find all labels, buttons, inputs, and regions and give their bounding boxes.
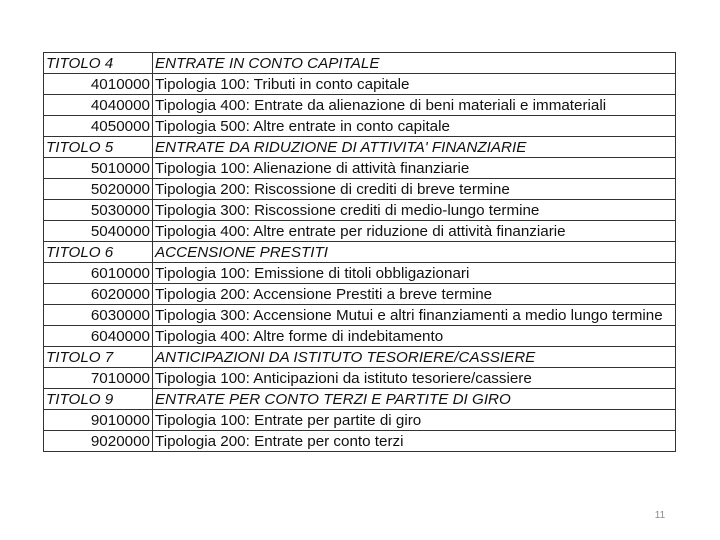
titolo-description: ENTRATE IN CONTO CAPITALE	[153, 53, 676, 74]
page-number: 11	[654, 510, 666, 521]
tipologia-code: 4040000	[44, 95, 153, 116]
tipologia-code: 9020000	[44, 431, 153, 452]
titolo-description: ANTICIPAZIONI DA ISTITUTO TESORIERE/CASSIERE	[153, 347, 676, 368]
titolo-row	[44, 53, 676, 74]
tipologia-row	[44, 410, 676, 431]
tipologia-row	[44, 305, 676, 326]
tipologia-code: 6030000	[44, 305, 153, 326]
titolo-row	[44, 347, 676, 368]
revenue-classification-table	[43, 52, 676, 452]
titolo-row	[44, 242, 676, 263]
tipologia-description: Tipologia 400: Altre entrate per riduzione di attività finanziarie	[153, 221, 676, 242]
tipologia-code: 6040000	[44, 326, 153, 347]
tipologia-row	[44, 74, 676, 95]
titolo-label: TITOLO 9	[44, 389, 153, 410]
titolo-description: ENTRATE PER CONTO TERZI E PARTITE DI GIRO	[153, 389, 676, 410]
tipologia-row	[44, 326, 676, 347]
titolo-row	[44, 389, 676, 410]
tipologia-code: 5020000	[44, 179, 153, 200]
tipologia-code: 4050000	[44, 116, 153, 137]
tipologia-description: Tipologia 100: Anticipazioni da istituto tesoriere/cassiere	[153, 368, 676, 389]
tipologia-code: 6020000	[44, 284, 153, 305]
tipologia-description: Tipologia 100: Tributi in conto capitale	[153, 74, 676, 95]
titolo-label: TITOLO 6	[44, 242, 153, 263]
tipologia-row	[44, 284, 676, 305]
tipologia-description: Tipologia 500: Altre entrate in conto capitale	[153, 116, 676, 137]
tipologia-row	[44, 263, 676, 284]
titolo-label: TITOLO 5	[44, 137, 153, 158]
titolo-description: ACCENSIONE PRESTITI	[153, 242, 676, 263]
titolo-label: TITOLO 7	[44, 347, 153, 368]
tipologia-description: Tipologia 400: Altre forme di indebitamento	[153, 326, 676, 347]
tipologia-row	[44, 95, 676, 116]
tipologia-description: Tipologia 300: Riscossione crediti di medio-lungo termine	[153, 200, 676, 221]
tipologia-code: 7010000	[44, 368, 153, 389]
tipologia-description: Tipologia 100: Entrate per partite di giro	[153, 410, 676, 431]
tipologia-row	[44, 431, 676, 452]
tipologia-description: Tipologia 200: Accensione Prestiti a breve termine	[153, 284, 676, 305]
titolo-description: ENTRATE DA RIDUZIONE DI ATTIVITA' FINANZIARIE	[153, 137, 676, 158]
tipologia-code: 4010000	[44, 74, 153, 95]
titolo-label: TITOLO 4	[44, 53, 153, 74]
tipologia-description: Tipologia 100: Emissione di titoli obbligazionari	[153, 263, 676, 284]
tipologia-row	[44, 221, 676, 242]
tipologia-row	[44, 158, 676, 179]
tipologia-code: 5010000	[44, 158, 153, 179]
tipologia-description: Tipologia 300: Accensione Mutui e altri finanziamenti a medio lungo termine	[153, 305, 676, 326]
tipologia-row	[44, 368, 676, 389]
tipologia-description: Tipologia 100: Alienazione di attività finanziarie	[153, 158, 676, 179]
tipologia-code: 5040000	[44, 221, 153, 242]
tipologia-description: Tipologia 200: Riscossione di crediti di breve termine	[153, 179, 676, 200]
tipologia-code: 9010000	[44, 410, 153, 431]
tipologia-code: 6010000	[44, 263, 153, 284]
tipologia-description: Tipologia 400: Entrate da alienazione di beni materiali e immateriali	[153, 95, 676, 116]
tipologia-description: Tipologia 200: Entrate per conto terzi	[153, 431, 676, 452]
table-body	[44, 53, 676, 452]
tipologia-code: 5030000	[44, 200, 153, 221]
titolo-row	[44, 137, 676, 158]
tipologia-row	[44, 116, 676, 137]
tipologia-row	[44, 179, 676, 200]
tipologia-row	[44, 200, 676, 221]
